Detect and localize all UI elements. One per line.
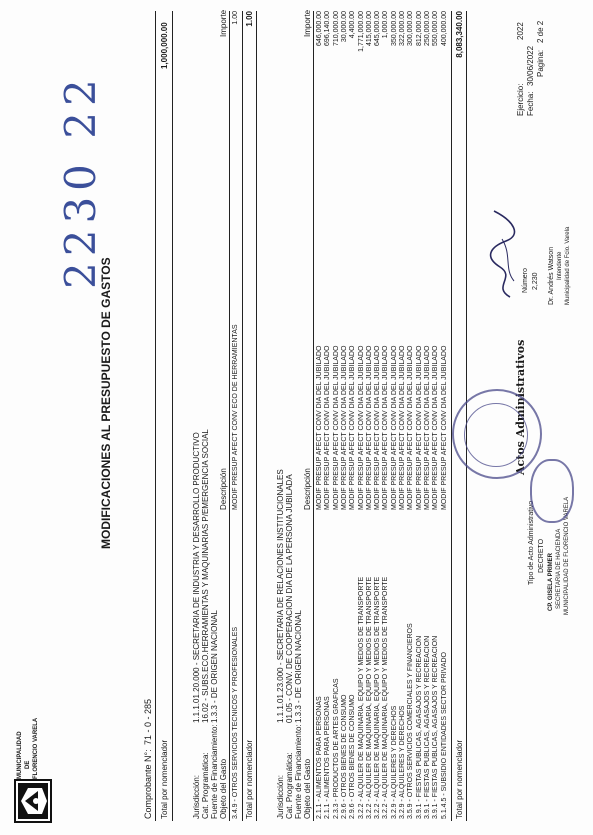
row-descripcion: MODIF PRESUP AFECT CONV DIA DEL JUBILADO (349, 345, 357, 510)
row-importe: 350,000.00 (390, 11, 398, 47)
s1-descripcion-header: Descripción (219, 468, 228, 510)
s1-catprog-label: Cat. Programática: (201, 752, 210, 819)
row-importe: 710,000.00 (332, 11, 340, 47)
ejercicio-value: 2022 (516, 22, 525, 40)
s2-objeto-header: Objeto del Gasto (303, 758, 312, 819)
row-importe: 415,000.00 (365, 11, 373, 47)
document-title: MODIFICACIONES AL PRESUPUESTO DE GASTOS (99, 257, 113, 549)
divider (155, 11, 156, 821)
row-importe: 1,000.00 (382, 11, 390, 39)
sello-line-2: SECRETARIA DE HACIENDA (556, 528, 562, 609)
actos-administrativos-title: Actos Administrativos (514, 339, 527, 475)
row-objeto: 2.3.3 - PRODUCTOS DE ARTES GRAFICAS (332, 678, 340, 819)
row-descripcion: MODIF PRESUP AFECT CONV DIA DEL JUBILADO (332, 345, 340, 510)
second-round-seal (530, 459, 574, 523)
s1-row-importe: 1.00 (232, 11, 239, 25)
row-descripcion: MODIF PRESUP AFECT CONV DIA DEL JUBILADO (415, 345, 423, 510)
row-importe: 646,000.00 (316, 11, 323, 47)
s2-catprog-value: 01.05 - CONV. DE COOPERACION DIA DE LA PERSONA JUBILADA (285, 474, 294, 723)
row-importe: 30,000.00 (340, 11, 348, 43)
row-objeto: 3.2.9 - ALQUILERES Y DERECHOS (390, 705, 398, 819)
s2-catprog-label: Cat. Programática: (285, 752, 294, 819)
s1-total-value: 1.00 (245, 11, 254, 27)
numero-value: 2,230 (532, 272, 539, 290)
s1-fuente-label: Fuente de Financiamiento: (210, 724, 219, 819)
s2-fuente-label: Fuente de Financiamiento: (294, 724, 303, 819)
row-importe: 300,000.00 (407, 11, 415, 47)
row-descripcion: MODIF PRESUP AFECT CONV DIA DEL JUBILADO (374, 345, 382, 510)
row-importe: 812,000.00 (415, 11, 423, 47)
tipo-acto-label: Tipo de Acto Administrativo (528, 500, 535, 585)
row-objeto: 3.2.9 - ALQUILERES Y DERECHOS (399, 705, 406, 819)
row-descripcion: MODIF PRESUP AFECT CONV DIA DEL JUBILADO (340, 345, 348, 510)
sello-line-3: MUNICIPALIDAD DE FLORENCIO VARELA (564, 496, 570, 615)
divider (229, 11, 230, 821)
prev-total-value: 1,000,000.00 (160, 22, 169, 69)
s2-total-value: 8,083,340.00 (455, 11, 464, 58)
row-importe: 322,000.00 (399, 11, 406, 47)
row-importe: 4,400.00 (349, 11, 357, 39)
row-objeto: 3.2.2 - ALQUILER DE MAQUINARIA, EQUIPO Y MEDIOS DE TRANSPORTE (374, 576, 382, 819)
row-descripcion: MODIF PRESUP AFECT CONV DIA DEL JUBILADO (324, 345, 332, 510)
divider (172, 11, 173, 821)
s2-descripcion-header: Descripción (303, 468, 312, 510)
pagina-label: Pagina: (536, 49, 545, 77)
s2-importe-header: Importe (303, 9, 312, 37)
s1-fuente-value: 1.3.3 - DE ORIGEN NACIONAL (210, 610, 219, 723)
municipal-crest-logo (14, 779, 52, 823)
row-objeto: 3.9.1 - FIESTAS PUBLICAS, AGASAJOS Y RECREACION (415, 635, 423, 819)
row-importe: 550,000.00 (432, 11, 440, 47)
s1-importe-header: Importe (219, 9, 228, 37)
logo-text-1: MUNICIPALIDAD (17, 731, 23, 779)
row-descripcion: MODIF PRESUP AFECT CONV DIA DEL JUBILADO (382, 345, 390, 510)
s1-catprog-value: 16.02 - SUBS.ECO.HERRAMIENTAS Y MAQUINARIAS P/EMERGENCIA SOCIAL (201, 429, 210, 723)
comprobante-label: Comprobante N°: (143, 749, 153, 819)
divider (313, 11, 314, 821)
s2-jurisdiccion-label: Jurisdicción: (276, 774, 285, 819)
row-importe: 645,000.00 (374, 11, 382, 47)
row-descripcion: MODIF PRESUP AFECT CONV DIA DEL JUBILADO (316, 345, 323, 510)
row-descripcion: MODIF PRESUP AFECT CONV DIA DEL JUBILADO (432, 345, 440, 510)
row-objeto: 5.1.4.5 - SUBSIDIO ENTIDADES SECTOR PRIVADO (440, 651, 448, 819)
fecha-value: 30/06/2022 (526, 45, 535, 86)
row-descripcion: MODIF PRESUP AFECT CONV DIA DEL JUBILADO (399, 345, 406, 510)
row-objeto: 2.1.1 - ALIMENTOS PARA PERSONAS (316, 696, 323, 819)
ejercicio-label: Ejercicio: (516, 83, 525, 116)
official-round-seal-inner (464, 403, 528, 467)
prev-total-label: Total por nomenclador (160, 739, 169, 819)
row-objeto: 3.2.2 - ALQUILER DE MAQUINARIA, EQUIPO Y MEDIOS DE TRANSPORTE (357, 576, 365, 819)
row-objeto: 3.5.9 - OTROS SERVICIOS COMERCIALES Y FINANCIEROS (407, 623, 415, 819)
row-objeto: 2.9.6 - OTROS BIENES DE CONSUMO (340, 694, 348, 819)
row-importe: 696,140.00 (324, 11, 332, 47)
s1-row-descripcion: MODIF PRESUP AFECT CONV ECO DE HERRAMIENTAS (232, 324, 239, 510)
row-descripcion: MODIF PRESUP AFECT CONV DIA DEL JUBILADO (423, 345, 431, 510)
comprobante-value: 71 - 0 - 285 (143, 698, 153, 745)
row-objeto: 3.9.1 - FIESTAS PUBLICAS, AGASAJOS Y RECREACION (423, 635, 431, 819)
row-descripcion: MODIF PRESUP AFECT CONV DIA DEL JUBILADO (440, 345, 448, 510)
s1-objeto-header: Objeto del Gasto (219, 758, 228, 819)
handwritten-signature (488, 209, 522, 299)
firma-line-2: Intendente (557, 251, 563, 280)
row-objeto: 3.2.2 - ALQUILER DE MAQUINARIA, EQUIPO Y MEDIOS DE TRANSPORTE (382, 576, 390, 819)
row-objeto: 2.1.1 - ALIMENTOS PARA PERSONAS (324, 696, 332, 819)
divider (256, 11, 257, 821)
s1-row-objeto: 3.4.9 - OTROS SERVICIOS TECNICOS Y PROFESIONALES (232, 626, 239, 819)
row-objeto: 2.9.6 - OTROS BIENES DE CONSUMO (349, 694, 357, 819)
s1-total-label: Total por nomenclador (245, 739, 254, 819)
row-descripcion: MODIF PRESUP AFECT CONV DIA DEL JUBILADO (390, 345, 398, 510)
sello-line-1: CP. GISELA PRIMER (548, 552, 554, 611)
row-objeto: 3.9.1 - FIESTAS PUBLICAS, AGASAJOS Y RECREACION (432, 635, 440, 819)
firma-line-3: Municipalidad de Fcio. Varela (565, 226, 571, 305)
s2-total-label: Total por nomenclador (455, 739, 464, 819)
row-descripcion: MODIF PRESUP AFECT CONV DIA DEL JUBILADO (357, 345, 365, 510)
firma-line-1: Dr. Andrés Watson (548, 246, 555, 305)
logo-text-3: FLORENCIO VARELA (33, 717, 39, 779)
row-descripcion: MODIF PRESUP AFECT CONV DIA DEL JUBILADO (407, 345, 415, 510)
logo-text-2: DE (25, 760, 31, 769)
pagina-value: 2 de 2 (536, 20, 545, 43)
s2-jurisdiccion-value: 1.1.1.01.23.000 - SECRETARIA DE RELACIONES INSTITUCIONALES (276, 469, 285, 723)
s1-jurisdiccion-label: Jurisdicción: (192, 774, 201, 819)
fecha-label: Fecha: (526, 91, 535, 116)
s1-jurisdiccion-value: 1.1.1.01.20.000 - SECRETARIA DE INDUSTRIA Y DESARROLLO PRODUCTIVO (192, 432, 201, 723)
divider (242, 11, 243, 821)
row-importe: 250,000.00 (423, 11, 431, 47)
row-importe: 400,000.00 (440, 11, 448, 47)
table-row (441, 0, 450, 835)
row-objeto: 3.2.2 - ALQUILER DE MAQUINARIA, EQUIPO Y MEDIOS DE TRANSPORTE (365, 576, 373, 819)
s2-fuente-value: 1.3.3 - DE ORIGEN NACIONAL (294, 610, 303, 723)
divider (451, 11, 452, 821)
row-importe: 1,771,000.00 (357, 11, 365, 52)
row-descripcion: MODIF PRESUP AFECT CONV DIA DEL JUBILADO (365, 345, 373, 510)
tipo-acto-value: DECRETO (538, 538, 545, 573)
numero-label: Número (522, 268, 529, 293)
stamp-number: 2230 22 (56, 73, 105, 289)
